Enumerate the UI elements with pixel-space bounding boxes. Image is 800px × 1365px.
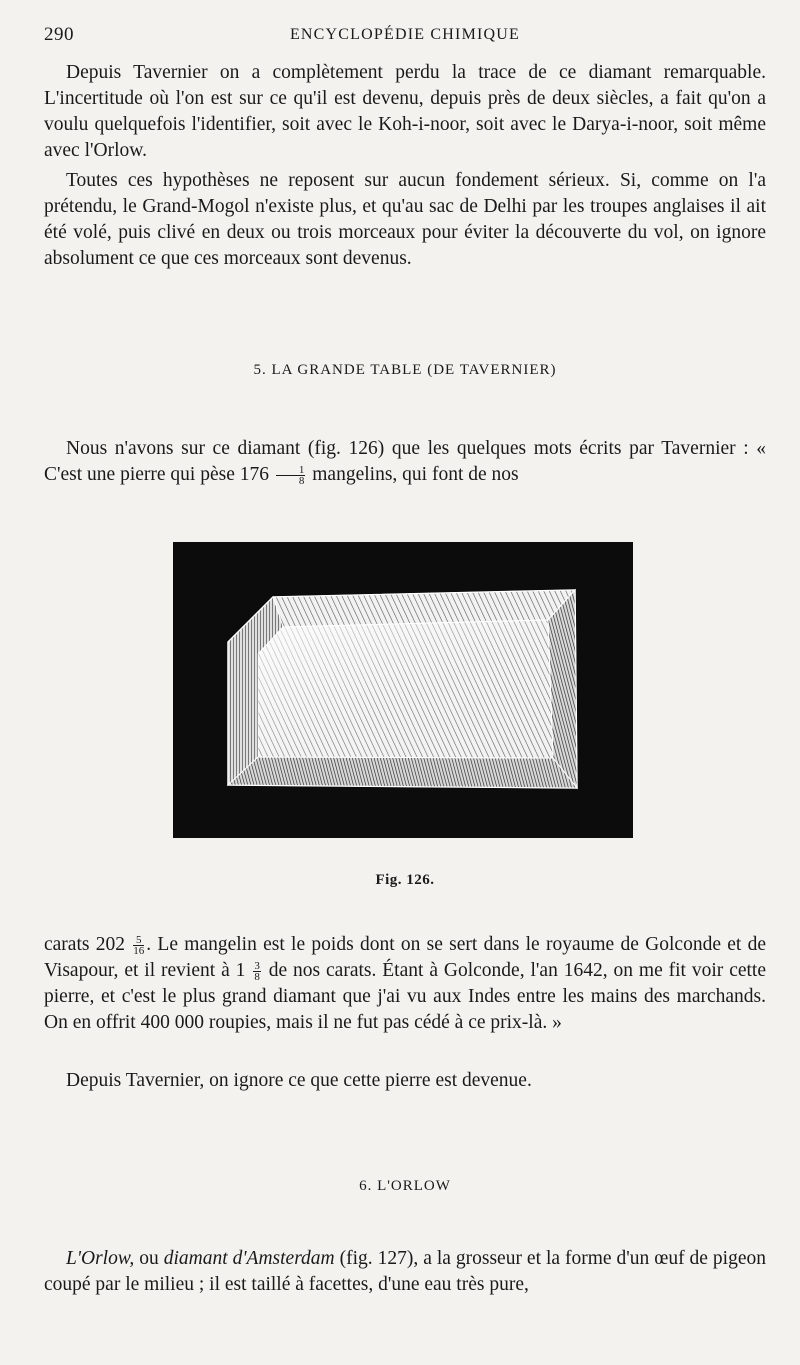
paragraph-grande-table-intro xyxy=(44,436,766,488)
paragraph-hypotheses xyxy=(44,168,766,272)
fraction-denominator: 16 xyxy=(133,945,145,958)
section-heading-orlow: 6. L'ORLOW xyxy=(359,1178,451,1194)
paragraph-orlow xyxy=(44,1246,766,1298)
text-run: ou xyxy=(134,1248,164,1269)
fraction-numerator: 3 xyxy=(254,960,260,973)
paragraph-tavernier-trace xyxy=(44,60,766,164)
running-title: ENCYCLOPÉDIE CHIMIQUE xyxy=(289,26,521,43)
fraction xyxy=(276,465,306,486)
paragraph-text: Depuis Tavernier on a complètement perdu la trace de ce diamant remarquable. L'incertitude où l'on est sur ce qu'il est devenu, depuis près de deux siècles, a fait qu'on a voulu quelquefois l'identifier, soit avec le Koh-i-noor, soit avec le Darya-i-noor, soit même avec l'Orlow. xyxy=(44,62,766,161)
paragraph-text xyxy=(44,1246,766,1298)
fraction xyxy=(133,935,144,956)
fraction-numerator: 1 xyxy=(276,465,306,476)
text-run: de nos carats. Étant à Golconde, l'an 1642, on me fit voir cette pierre, et c'est le plus grand diamant que j'ai vu aux Indes entre les mains des marchands. On en offrit 400 000 roupies, mais il ne fut pas cédé à ce prix-là. » xyxy=(44,960,766,1033)
text-run: Nous n'avons sur ce diamant (fig. 126) que les quelques mots écrits par Tavernier : « C'est une pierre qui pèse 176 xyxy=(44,438,766,485)
paragraph-stone-fate xyxy=(44,1068,766,1094)
text-run: carats 202 xyxy=(44,934,125,955)
fraction-numerator: 5 xyxy=(133,935,144,946)
paragraph-text: Toutes ces hypothèses ne reposent sur aucun fondement sérieux. Si, comme on l'a prétendu, le Grand-Mogol n'existe plus, et qu'au sac de Delhi par les troupes anglaises il ait été volé, puis clivé en deux ou trois morceaux pour éviter la découverte du vol, on ignore absolument ce que ces morceaux sont devenus. xyxy=(44,170,766,269)
fraction-denominator: 8 xyxy=(254,971,260,984)
text-run: (fig. 127), a la grosseur et la forme d'un œuf de pigeon coupé par le milieu ; il est taillé à facettes, d'une eau très pure, xyxy=(44,1248,766,1295)
figure-caption: Fig. 126. xyxy=(375,872,435,888)
diamond-engraving xyxy=(173,542,633,838)
paragraph-text: Depuis Tavernier, on ignore ce que cette pierre est devenue. xyxy=(66,1070,532,1091)
section-heading-grande-table: 5. LA GRANDE TABLE (DE TAVERNIER) xyxy=(253,362,557,378)
diamond-bottom-bevel xyxy=(228,757,577,788)
page-header xyxy=(44,24,766,48)
emphasis-amsterdam: diamant d'Amsterdam xyxy=(163,1248,335,1269)
emphasis-orlow: L'Orlow, xyxy=(66,1248,135,1269)
fraction-denominator: 8 xyxy=(298,475,305,488)
paragraph-mangelin xyxy=(44,932,766,1036)
paragraph-text xyxy=(44,436,766,488)
text-run: . Le mangelin est le poids dont on se sert dans le royaume de Golconde et de Visapour, et il revient à 1 xyxy=(44,934,767,981)
fraction xyxy=(253,961,261,982)
page-number: 290 xyxy=(44,24,74,45)
diamond-highlight xyxy=(258,620,553,758)
paragraph-text xyxy=(44,932,766,1036)
table-cut-diamond-illustration xyxy=(173,542,633,838)
text-run: mangelins, qui font de nos xyxy=(312,464,519,485)
